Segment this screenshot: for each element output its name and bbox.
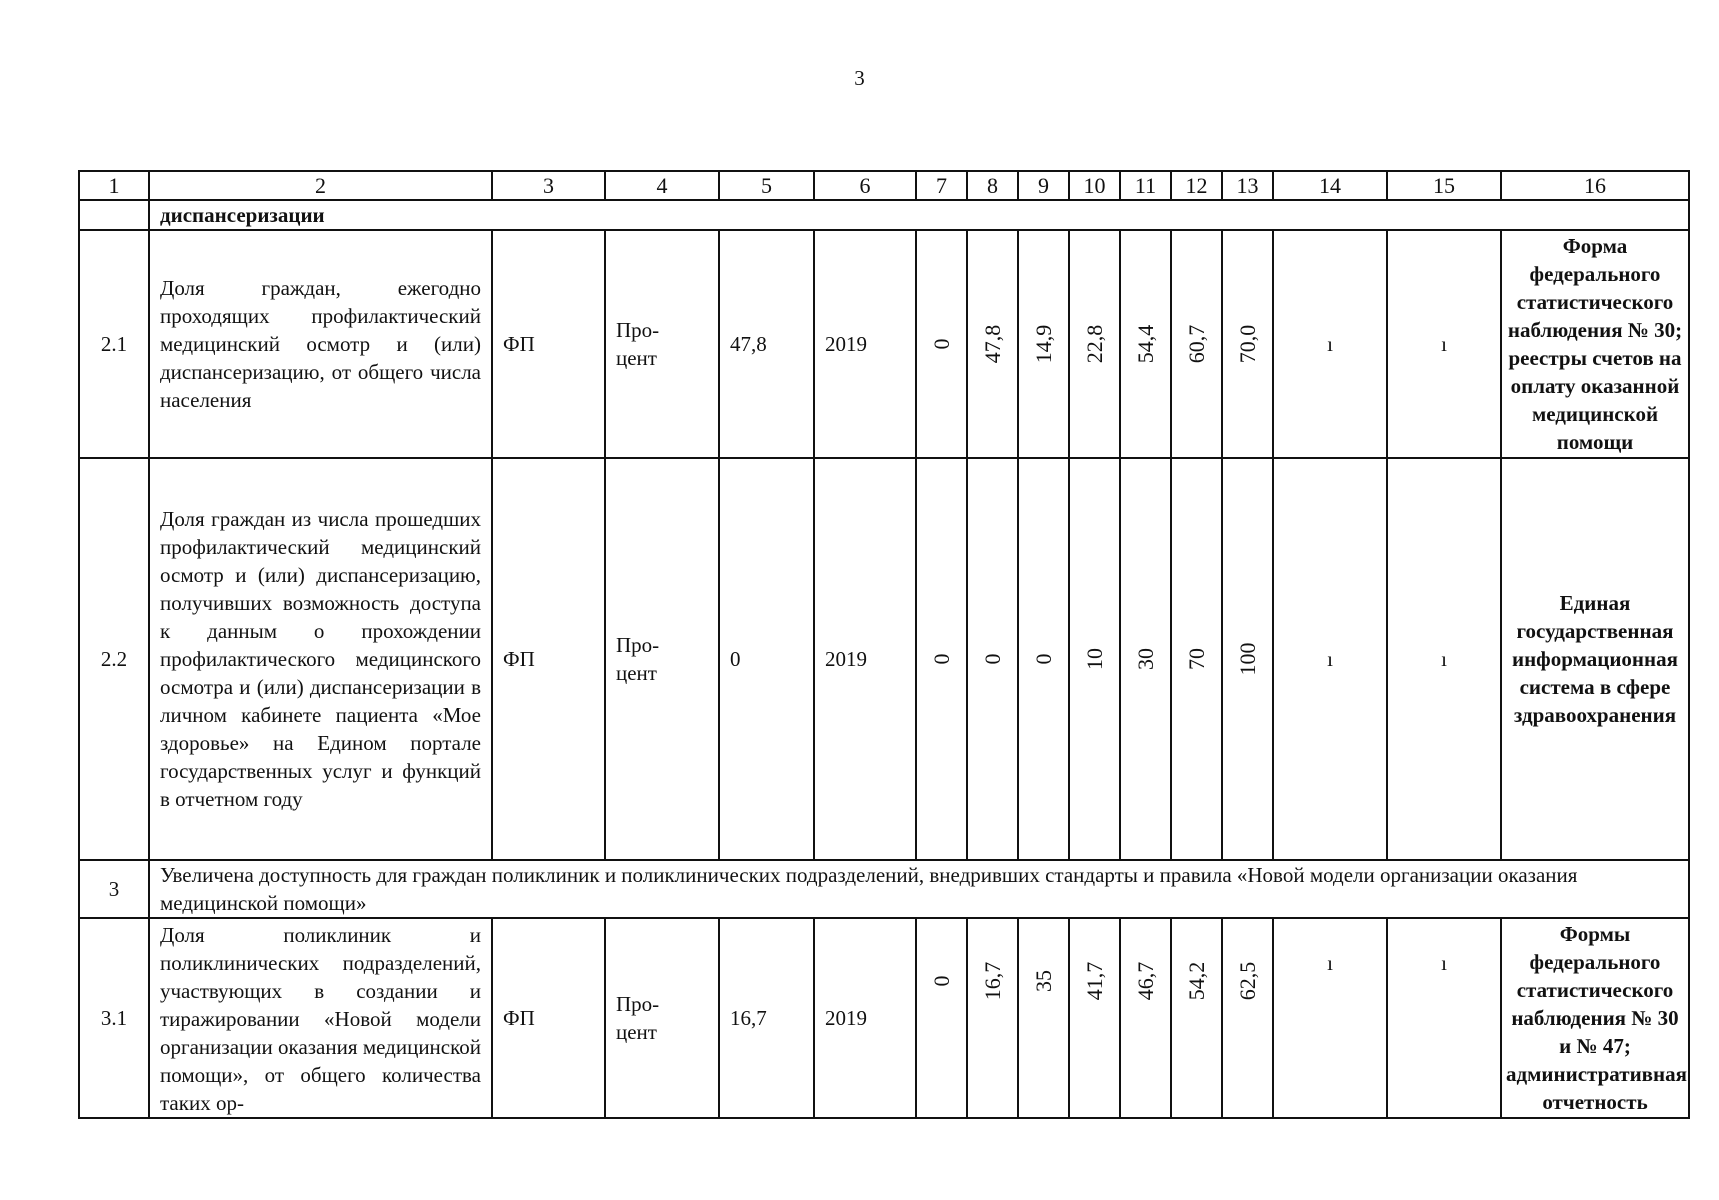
year-value: 70,0 bbox=[1234, 324, 1260, 364]
base-value: 16,7 bbox=[719, 918, 814, 1118]
base-year: 2019 bbox=[814, 230, 916, 458]
table-row bbox=[79, 918, 1689, 1118]
year-value: 54,2 bbox=[1183, 961, 1209, 1001]
col14-mark: ı bbox=[1273, 230, 1387, 458]
unit-text: Про- цент bbox=[616, 633, 660, 685]
header-cell: 1 bbox=[79, 171, 149, 200]
unit bbox=[605, 230, 719, 458]
table-row bbox=[79, 458, 1689, 860]
col14-mark: ı bbox=[1273, 918, 1387, 1118]
year-value: 62,5 bbox=[1234, 961, 1260, 1001]
year-value: 0 bbox=[979, 653, 1005, 665]
indicator-type: ФП bbox=[492, 230, 605, 458]
unit bbox=[605, 458, 719, 860]
year-value-cell bbox=[967, 458, 1018, 860]
year-value: 100 bbox=[1234, 642, 1260, 676]
year-value-cell bbox=[967, 230, 1018, 458]
year-value-cell bbox=[1222, 918, 1273, 1118]
year-value-cell bbox=[1120, 230, 1171, 458]
base-value: 47,8 bbox=[719, 230, 814, 458]
year-value: 60,7 bbox=[1183, 324, 1209, 364]
year-value: 47,8 bbox=[979, 324, 1005, 364]
goal-row bbox=[79, 860, 1689, 918]
base-year: 2019 bbox=[814, 458, 916, 860]
indicators-table bbox=[78, 170, 1690, 1119]
indicator-name: Доля поликлиник и поликлинических подразделений, участвующих в создании и тиражировании «Новой модели организации оказания медицинской помощи», от общего количества таких ор- bbox=[149, 918, 492, 1118]
header-cell: 6 bbox=[814, 171, 916, 200]
table-row bbox=[79, 230, 1689, 458]
row-number: 3.1 bbox=[79, 918, 149, 1118]
year-value-cell bbox=[1018, 230, 1069, 458]
goal-text: Увеличена доступность для граждан поликлиник и поликлинических подразделений, внедривших стандарты и правила «Новой модели организации оказания медицинской помощи» bbox=[149, 860, 1689, 918]
data-source: Единая государственная информационная система в сфере здравоохранения bbox=[1501, 458, 1689, 860]
unit-text: Про- цент bbox=[616, 992, 660, 1044]
year-value-cell bbox=[1171, 230, 1222, 458]
header-cell: 14 bbox=[1273, 171, 1387, 200]
indicator-name: Доля граждан из числа прошедших профилактический медицинский осмотр и (или) диспансеризацию, получивших возможность доступа к данным о прохождении профилактического медицинского осмотра и (или) диспансеризации в личном кабинете пациента «Мое здоровье» на Едином портале государственных услуг и функций в отчетном году bbox=[149, 458, 492, 860]
section-title: диспансеризации bbox=[149, 200, 1689, 230]
year-value-cell bbox=[1171, 458, 1222, 860]
year-value: 30 bbox=[1132, 648, 1158, 670]
year-value-cell bbox=[1069, 458, 1120, 860]
indicator-type: ФП bbox=[492, 458, 605, 860]
row-number: 2.1 bbox=[79, 230, 149, 458]
data-source: Формы федерального статистического наблюдения № 30 и № 47; административная отчетность bbox=[1501, 918, 1689, 1118]
header-cell: 9 bbox=[1018, 171, 1069, 200]
header-cell: 5 bbox=[719, 171, 814, 200]
header-cell: 2 bbox=[149, 171, 492, 200]
year-value-cell bbox=[916, 918, 967, 1118]
year-value: 0 bbox=[1030, 653, 1056, 665]
year-value: 0 bbox=[928, 653, 954, 665]
header-cell: 11 bbox=[1120, 171, 1171, 200]
goal-number: 3 bbox=[79, 860, 149, 918]
year-value-cell bbox=[1069, 230, 1120, 458]
header-cell: 13 bbox=[1222, 171, 1273, 200]
header-cell: 3 bbox=[492, 171, 605, 200]
header-cell: 12 bbox=[1171, 171, 1222, 200]
indicator-name: Доля граждан, ежегодно проходящих профилактический медицинский осмотр и (или) диспансеризацию, от общего числа населения bbox=[149, 230, 492, 458]
year-value-cell bbox=[967, 918, 1018, 1118]
base-value: 0 bbox=[719, 458, 814, 860]
year-value: 70 bbox=[1183, 648, 1209, 670]
year-value-cell bbox=[916, 230, 967, 458]
year-value: 0 bbox=[928, 338, 954, 350]
data-source: Форма федерального статистического наблюдения № 30; реестры счетов на оплату оказанной медицинской помощи bbox=[1501, 230, 1689, 458]
header-cell: 15 bbox=[1387, 171, 1501, 200]
header-row bbox=[79, 171, 1689, 200]
header-cell: 4 bbox=[605, 171, 719, 200]
header-cell: 10 bbox=[1069, 171, 1120, 200]
section-row bbox=[79, 200, 1689, 230]
col15-mark: ı bbox=[1387, 918, 1501, 1118]
year-value: 41,7 bbox=[1081, 961, 1107, 1001]
year-value: 16,7 bbox=[979, 961, 1005, 1001]
year-value-cell bbox=[1222, 230, 1273, 458]
year-value-cell bbox=[916, 458, 967, 860]
year-value-cell bbox=[1018, 458, 1069, 860]
page-number: 3 bbox=[854, 66, 865, 90]
year-value: 22,8 bbox=[1081, 324, 1107, 364]
year-value-cell bbox=[1069, 918, 1120, 1118]
year-value: 14,9 bbox=[1030, 324, 1056, 364]
col15-mark: ı bbox=[1387, 230, 1501, 458]
row-number: 2.2 bbox=[79, 458, 149, 860]
header-cell: 7 bbox=[916, 171, 967, 200]
header-cell: 8 bbox=[967, 171, 1018, 200]
year-value: 54,4 bbox=[1132, 324, 1158, 364]
col14-mark: ı bbox=[1273, 458, 1387, 860]
year-value-cell bbox=[1120, 458, 1171, 860]
unit-text: Про- цент bbox=[616, 318, 660, 370]
year-value-cell bbox=[1222, 458, 1273, 860]
year-value: 46,7 bbox=[1132, 961, 1158, 1001]
header-cell: 16 bbox=[1501, 171, 1689, 200]
year-value: 0 bbox=[928, 975, 954, 987]
unit bbox=[605, 918, 719, 1118]
indicator-type: ФП bbox=[492, 918, 605, 1118]
year-value-cell bbox=[1171, 918, 1222, 1118]
year-value-cell bbox=[1120, 918, 1171, 1118]
year-value: 10 bbox=[1081, 648, 1107, 670]
year-value-cell bbox=[1018, 918, 1069, 1118]
base-year: 2019 bbox=[814, 918, 916, 1118]
year-value: 35 bbox=[1030, 970, 1056, 992]
col15-mark: ı bbox=[1387, 458, 1501, 860]
